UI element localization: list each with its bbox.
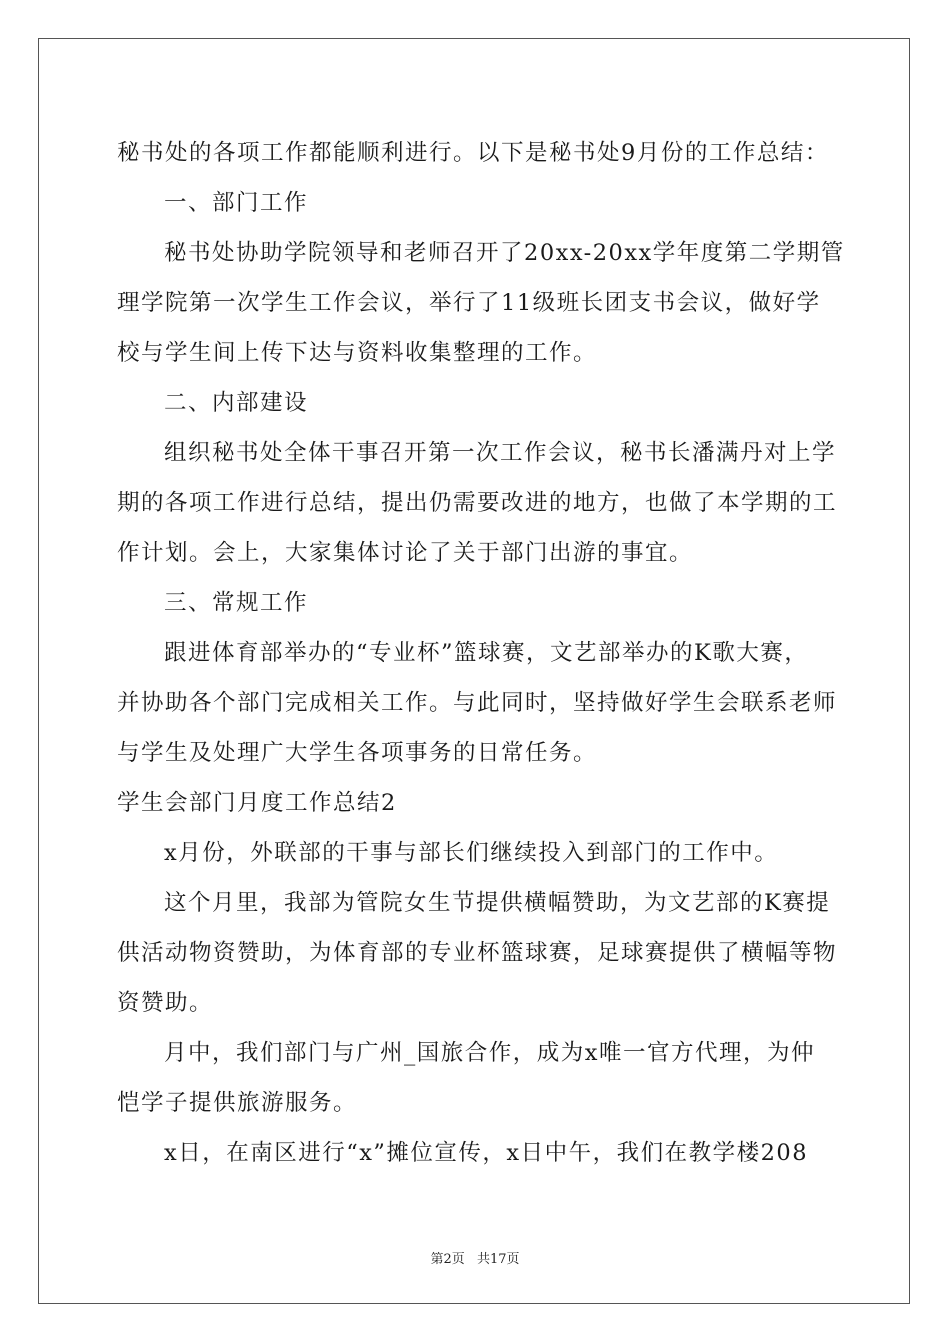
text-line: 校与学生间上传下达与资料收集整理的工作。 bbox=[117, 340, 598, 366]
text-line: 资赞助。 bbox=[117, 990, 214, 1016]
page-total: 共17页 bbox=[476, 1252, 520, 1267]
text-line: 组织秘书处全体干事召开第一次工作会议，秘书长潘满丹对上学 bbox=[164, 440, 837, 466]
text-line: 恺学子提供旅游服务。 bbox=[117, 1090, 358, 1116]
text-line: 期的各项工作进行总结，提出仍需要改进的地方，也做了本学期的工 bbox=[117, 490, 838, 516]
text-line: 跟进体育部举办的“专业杯”篮球赛，文艺部举办的K歌大赛， bbox=[164, 640, 809, 666]
text-line: 这个月里，我部为管院女生节提供横幅赞助，为文艺部的K赛提 bbox=[164, 890, 831, 916]
page-number: 第2页 bbox=[430, 1252, 465, 1267]
text-line: 二、内部建设 bbox=[164, 390, 309, 416]
text-line: 并协助各个部门完成相关工作。与此同时，坚持做好学生会联系老师 bbox=[117, 690, 838, 716]
text-line: 供活动物资赞助，为体育部的专业杯篮球赛，足球赛提供了横幅等物 bbox=[117, 940, 838, 966]
text-line: 一、部门工作 bbox=[164, 190, 309, 216]
text-line: 理学院第一次学生工作会议，举行了11级班长团支书会议，做好学 bbox=[117, 290, 821, 316]
text-line: x月份，外联部的干事与部长们继续投入到部门的工作中。 bbox=[164, 840, 779, 866]
page-footer bbox=[0, 1248, 950, 1267]
text-line: 秘书处协助学院领导和老师召开了20xx-20xx学年度第二学期管 bbox=[164, 240, 845, 266]
text-line: 学生会部门月度工作总结2 bbox=[117, 790, 397, 816]
text-line: 作计划。会上，大家集体讨论了关于部门出游的事宜。 bbox=[117, 540, 694, 566]
text-line: 秘书处的各项工作都能顺利进行。以下是秘书处9月份的工作总结： bbox=[117, 140, 829, 166]
text-line: x日，在南区进行“x”摊位宣传，x日中午，我们在教学楼208 bbox=[164, 1140, 809, 1166]
text-line: 与学生及处理广大学生各项事务的日常任务。 bbox=[117, 740, 598, 766]
text-line: 三、常规工作 bbox=[164, 590, 309, 616]
text-line: 月中，我们部门与广州_国旅合作，成为x唯一官方代理，为仲 bbox=[164, 1040, 815, 1066]
document-body bbox=[117, 128, 845, 1178]
